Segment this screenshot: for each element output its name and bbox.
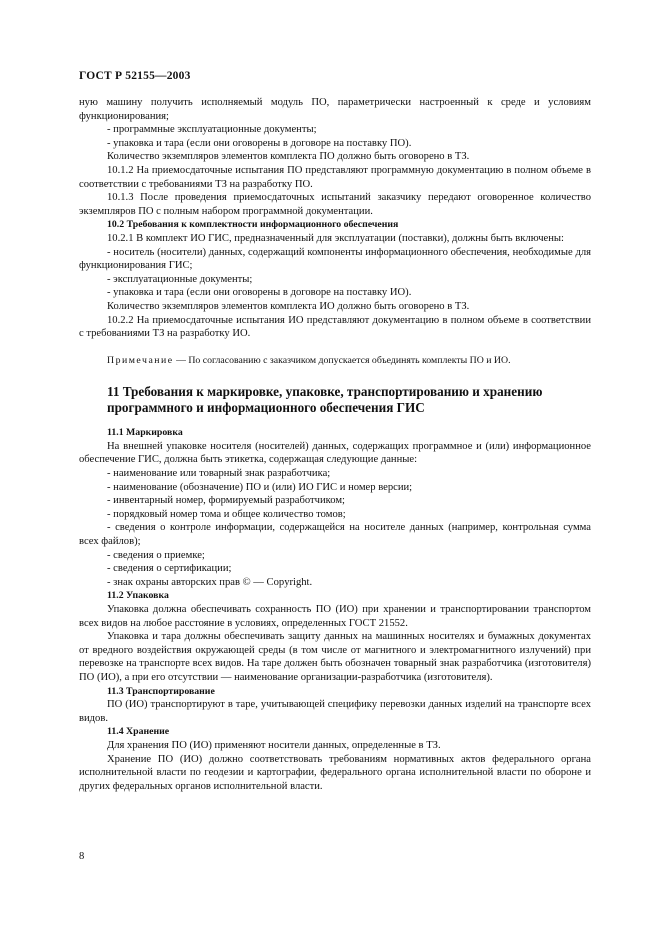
subsection-heading-11-3: 11.3 Транспортирование <box>107 685 215 697</box>
paragraph: ПО (ИО) транспортируют в таре, учитывающей специфику перевозки данных изделий на транспорте всех видов. <box>79 699 591 724</box>
section-heading-11: 11 Требования к маркировке, упаковке, транспортированию и хранению программного и информационного обеспечения ГИС <box>107 384 543 416</box>
clause-10-1-2: 10.1.2 На приемосдаточные испытания ПО представляют программную документацию в полном объеме в соответствии с требованиями ТЗ на разработку ПО. <box>79 164 591 190</box>
list-item: - порядковый номер тома и общее количество томов; <box>107 508 346 520</box>
document-body <box>79 96 591 793</box>
clause-10-2-1: 10.2.1 В комплект ИО ГИС, предназначенный для эксплуатации (поставки), должны быть включены: <box>107 232 564 244</box>
list-item: - программные эксплуатационные документы; <box>107 124 317 136</box>
subsection-heading-10-2: 10.2 Требования к комплектности информационного обеспечения <box>107 219 399 231</box>
list-item: - знак охраны авторских прав © — Copyright. <box>107 576 313 588</box>
clause-10-2-2: 10.2.2 На приемосдаточные испытания ИО представляют документацию в полном объеме в соответствии с требованиями ТЗ на разработку ИО. <box>79 314 591 340</box>
list-item: - сведения о контроле информации, содержащейся на носителе данных (например, контрольная сумма всех файлов); <box>79 522 591 548</box>
list-item: - сведения о сертификации; <box>107 563 232 575</box>
note-text: — По согласованию с заказчиком допускается объединять комплекты ПО и ИО. <box>173 354 511 366</box>
paragraph: Количество экземпляров элементов комплекта ПО должно быть оговорено в ТЗ. <box>107 151 470 163</box>
paragraph: Для хранения ПО (ИО) применяют носители данных, определенные в ТЗ. <box>107 739 441 751</box>
page-number: 8 <box>79 851 85 862</box>
subsection-heading-11-2: 11.2 Упаковка <box>107 590 169 602</box>
list-item: - наименование (обозначение) ПО и (или) ИО ГИС и номер версии; <box>107 481 413 493</box>
note-label: Примечание <box>107 354 174 366</box>
document-header: ГОСТ Р 52155—2003 <box>79 70 191 82</box>
subsection-heading-11-4: 11.4 Хранение <box>107 726 170 738</box>
list-item: - упаковка и тара (если они оговорены в договоре на поставку ПО). <box>107 137 412 149</box>
paragraph: Хранение ПО (ИО) должно соответствовать требованиям нормативных актов федерального органа исполнительной власти по геодезии и картографии, федерального органа исполнительной власти по обороне и других федеральных органов исполнительной власти. <box>79 753 591 792</box>
note <box>79 354 591 368</box>
paragraph: Упаковка должна обеспечивать сохранность ПО (ИО) при хранении и транспортировании транспортом всех видов на любое расстояние в условиях, определенных ГОСТ 21552. <box>79 604 591 629</box>
clause-10-1-3: 10.1.3 После проведения приемосдаточных испытаний заказчику передают оговоренное количество экземпляров ПО с полным набором программной документации. <box>79 192 591 217</box>
subsection-heading-11-1: 11.1 Маркировка <box>107 427 183 439</box>
paragraph: Количество экземпляров элементов комплекта ИО должно быть оговорено в ТЗ. <box>107 300 470 312</box>
list-item: - сведения о приемке; <box>107 549 205 561</box>
paragraph: На внешней упаковке носителя (носителей) данных, содержащих программное и (или) информационное обеспечение ГИС, должна быть этикетка, содержащая следующие данные: <box>79 440 591 466</box>
list-item: - наименование или товарный знак разработчика; <box>107 468 331 480</box>
list-item: - инвентарный номер, формируемый разработчиком; <box>107 495 345 507</box>
list-item: - носитель (носители) данных, содержащий компоненты информационного обеспечения, необходимые для функционирования ГИС; <box>79 246 591 272</box>
list-item: - эксплуатационные документы; <box>107 273 253 285</box>
paragraph: Упаковка и тара должны обеспечивать защиту данных на машинных носителях и бумажных документах от вредного воздействия окружающей среды (в том числе от магнитного и электромагнитного излучений) при перевозке на транспорте всех видов. На таре должен быть обозначен товарный знак разработчика (изготовителя) ПО (ИО), а при его отсутствии — наименование организации-разработчика (изготовителя). <box>79 631 591 683</box>
list-item: - упаковка и тара (если они оговорены в договоре на поставку ИО). <box>107 287 412 299</box>
paragraph: ную машину получить исполняемый модуль ПО, параметрически настроенный к среде и условиям функционирования; <box>79 97 591 122</box>
